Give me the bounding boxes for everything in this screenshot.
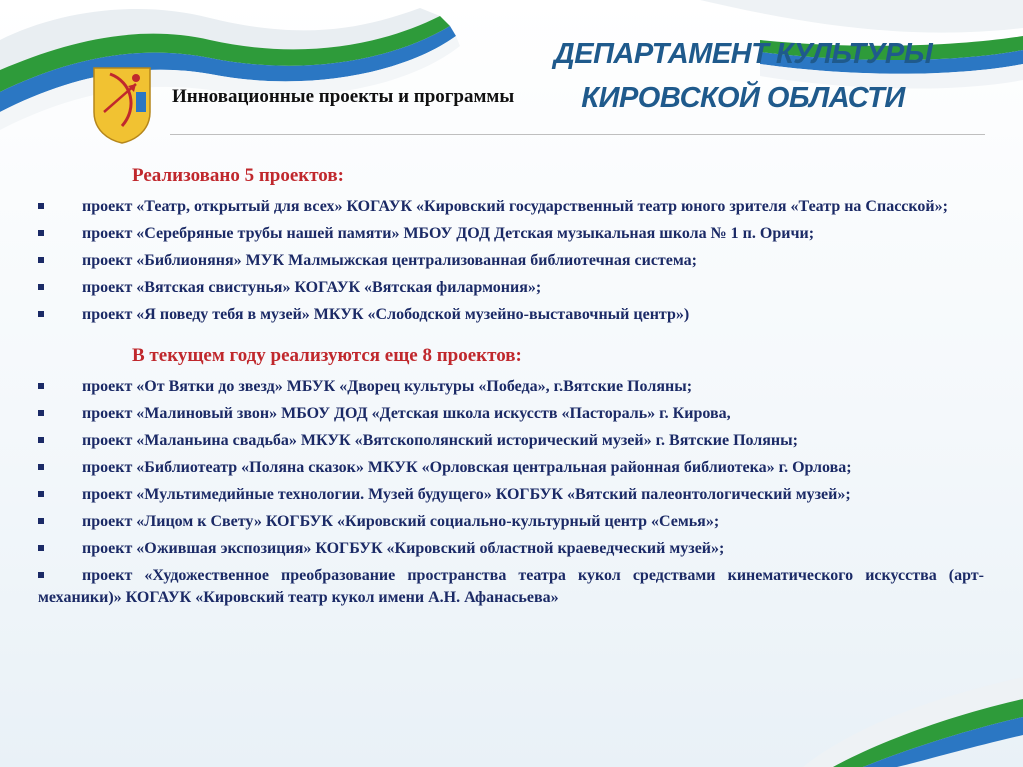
list-item-text: проект «Библиотеатр «Поляна сказок» МКУК «Орловская центральная районная библиотека» г. Орлова; (82, 459, 852, 476)
list-item-text: проект «Мультимедийные технологии. Музей будущего» КОГБУК «Вятский палеонтологический музей»; (82, 486, 851, 503)
list-item-text: проект «Библионяня» МУК Малмыжская централизованная библиотечная система; (82, 252, 698, 269)
main-content (38, 162, 984, 614)
bullet-icon (38, 257, 44, 263)
list-item-text: проект «Маланьина свадьба» МКУК «Вятскополянский исторический музей» г. Вятские Поляны; (82, 432, 798, 449)
list-item (38, 304, 984, 326)
department-title (533, 32, 953, 120)
list-item-text: проект «Малиновый звон» МБОУ ДОД «Детская школа искусств «Пастораль» г. Кирова, (82, 405, 731, 422)
list-item-text: проект «Лицом к Свету» КОГБУК «Кировский социально-культурный центр «Семья»; (82, 513, 720, 530)
section-heading-completed: Реализовано 5 проектов: (132, 165, 344, 186)
title-line-1: ДЕПАРТАМЕНТ КУЛЬТУРЫ (553, 38, 933, 70)
bullet-icon (38, 311, 44, 317)
section-heading-current: В текущем году реализуются еще 8 проектов: (132, 345, 522, 366)
current-projects-list (38, 376, 984, 609)
bullet-icon (38, 383, 44, 389)
bullet-icon (38, 518, 44, 524)
kirov-coat-of-arms-icon (92, 66, 152, 144)
ribbon-decoration-bottom (763, 637, 1023, 767)
list-item (38, 223, 984, 245)
bullet-icon (38, 572, 44, 578)
list-item-text: проект «Художественное преобразование пространства театра кукол средствами кинематического искусства (арт-механики)» КОГАУК «Кировский театр кукол имени А.Н. Афанасьева» (38, 567, 984, 606)
bullet-icon (38, 230, 44, 236)
title-line-2: КИРОВСКОЙ ОБЛАСТИ (581, 82, 905, 114)
list-item (38, 484, 984, 506)
bullet-icon (38, 464, 44, 470)
list-item-text: проект «Театр, открытый для всех» КОГАУК «Кировский государственный театр юного зрителя «Театр на Спасской»; (82, 198, 948, 215)
list-item-text: проект «Ожившая экспозиция» КОГБУК «Кировский областной краеведческий музей»; (82, 540, 725, 557)
list-item (38, 403, 984, 425)
list-item (38, 565, 984, 609)
list-item (38, 511, 984, 533)
bullet-icon (38, 491, 44, 497)
bullet-icon (38, 545, 44, 551)
bullet-icon (38, 284, 44, 290)
page-subtitle: Инновационные проекты и программы (172, 86, 515, 107)
list-item (38, 277, 984, 299)
completed-projects-list (38, 196, 984, 326)
list-item (38, 430, 984, 452)
list-item-text: проект «Серебряные трубы нашей памяти» МБОУ ДОД Детская музыкальная школа № 1 п. Оричи; (82, 225, 815, 242)
list-item (38, 196, 984, 218)
list-item-text: проект «Я поведу тебя в музей» МКУК «Слободской музейно-выставочный центр») (82, 306, 690, 323)
bullet-icon (38, 410, 44, 416)
list-item-text: проект «От Вятки до звезд» МБУК «Дворец культуры «Победа», г.Вятские Поляны; (82, 378, 693, 395)
list-item (38, 250, 984, 272)
list-item-text: проект «Вятская свистунья» КОГАУК «Вятская филармония»; (82, 279, 542, 296)
bullet-icon (38, 203, 44, 209)
list-item (38, 457, 984, 479)
list-item (38, 376, 984, 398)
bullet-icon (38, 437, 44, 443)
list-item (38, 538, 984, 560)
header-divider (170, 134, 985, 135)
